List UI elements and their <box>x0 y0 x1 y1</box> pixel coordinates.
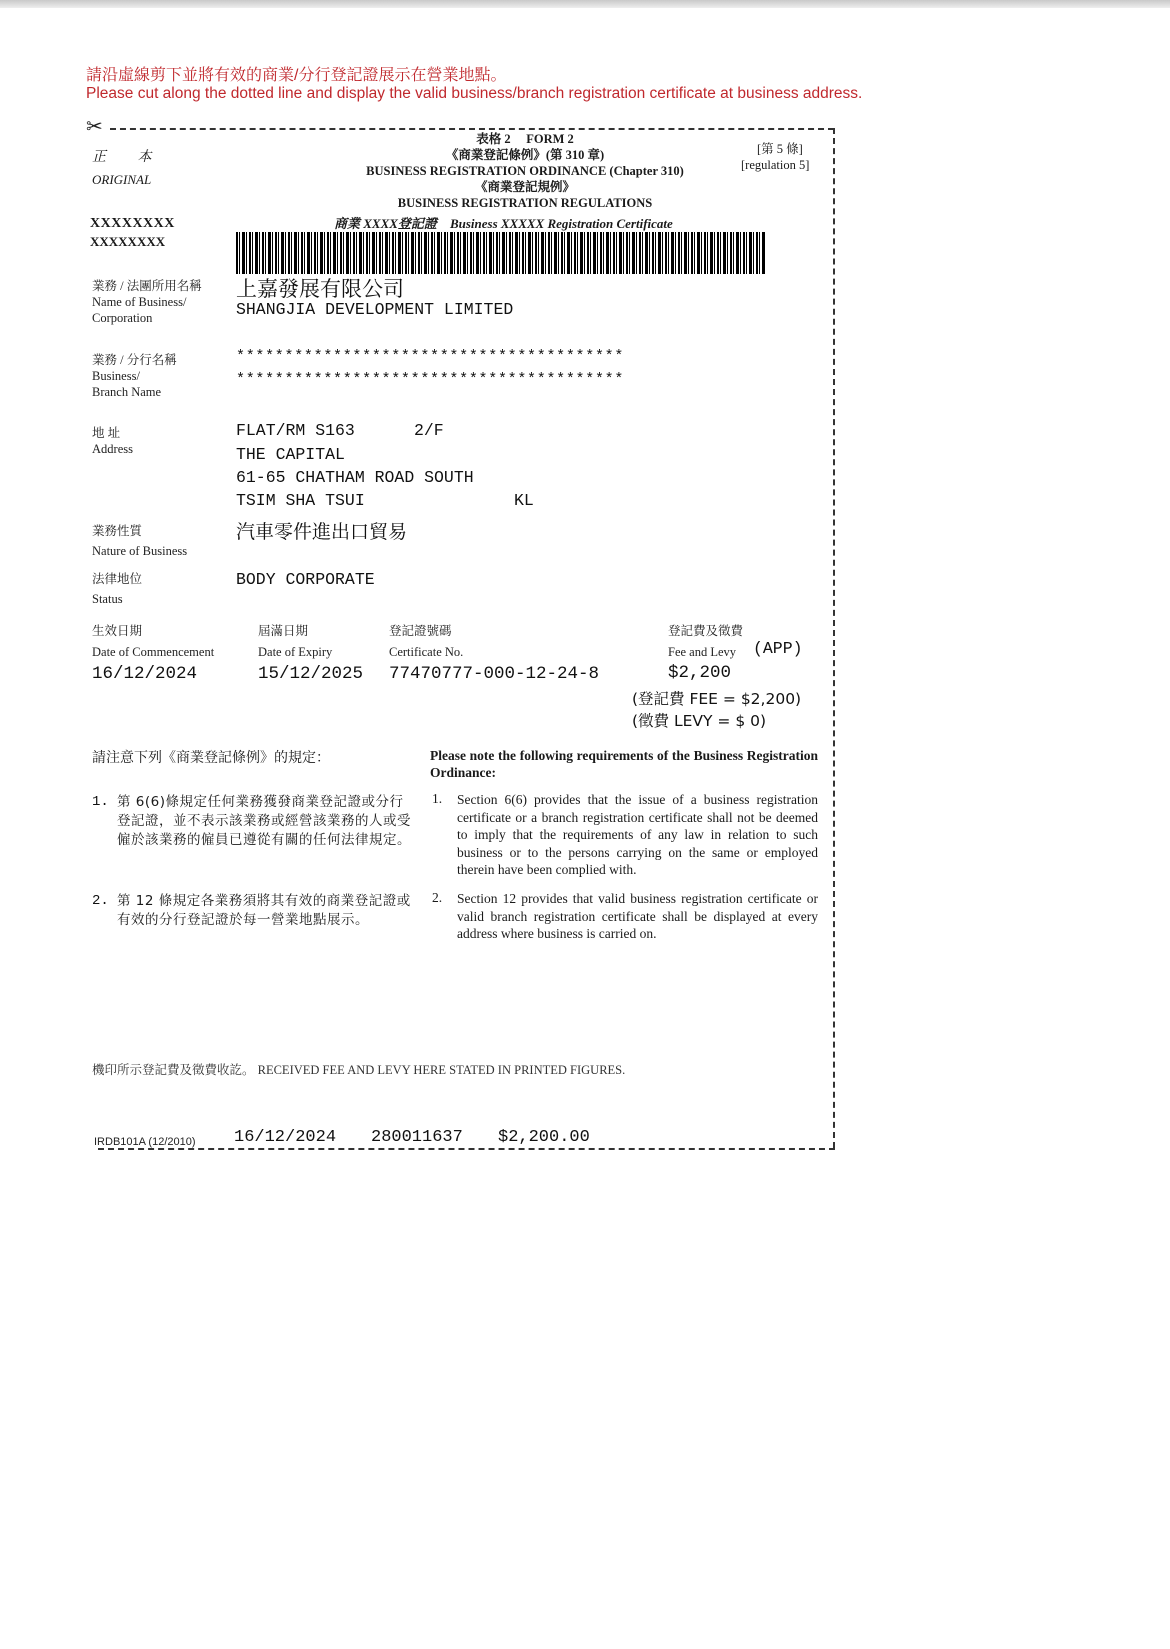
req2-text-en: Section 12 provides that valid business registration certificate or valid branch registration certificate shall be displayed at every address where business is carried on. <box>457 891 818 941</box>
req2-number-zh: 2. <box>92 893 109 909</box>
requirements-heading-en: Please note the following requirements of the Business Registration Ordinance: <box>430 748 818 780</box>
req1-number-zh: 1. <box>92 794 109 810</box>
expiry-label-zh: 屆滿日期 <box>258 624 309 638</box>
certificate-title <box>334 213 673 232</box>
req1-number-en: 1. <box>432 791 443 806</box>
form-number-en: FORM 2 <box>526 132 574 146</box>
certificate-number: 77470777-000-12-24-8 <box>389 664 600 684</box>
certificate-title-zh: 商業 XXXX登記證 <box>334 216 437 231</box>
address-floor: 2/F <box>414 421 444 440</box>
branch-name-line1: **************************************** <box>236 348 625 365</box>
cut-line-top <box>110 128 834 130</box>
nature-of-business: 汽車零件進出口貿易 <box>236 521 408 543</box>
branch-name-line2: **************************************** <box>236 371 625 388</box>
address-region: KL <box>514 491 534 510</box>
expiry-date: 15/12/2025 <box>258 664 364 684</box>
fee-breakdown: (登記費 FEE = $2,200) <box>632 690 802 708</box>
barcode <box>236 232 766 274</box>
status-label-en: Status <box>92 592 123 606</box>
address-line2: THE CAPITAL <box>236 445 345 464</box>
commence-label-en: Date of Commencement <box>92 645 215 659</box>
form-code: IRDB101A (12/2010) <box>94 1136 196 1148</box>
form-header <box>320 131 730 211</box>
expiry-label-en: Date of Expiry <box>258 645 333 659</box>
receipt-amount: $2,200.00 <box>498 1128 590 1147</box>
receipt-date: 16/12/2024 <box>234 1128 337 1147</box>
fee-label-zh: 登記費及徵費 <box>668 624 744 638</box>
name-label-en2: Corporation <box>92 311 153 325</box>
page-top-shadow <box>0 0 1170 8</box>
name-label-en1: Name of Business/ <box>92 295 187 309</box>
req2-number-en: 2. <box>432 890 443 905</box>
original-zh: 正 本 <box>92 150 166 165</box>
fee-label-en: Fee and Levy <box>668 645 737 659</box>
certificate-title-en: Business XXXXX Registration Certificate <box>449 216 673 231</box>
req1-text-zh: 第 6(6)條規定任何業務獲發商業登記證或分行登記證，並不表示該業務或經營該業務的人或受僱於該業務的僱員已遵從有關的任何法律規定。 <box>117 794 411 848</box>
fee-amount: $2,200 <box>668 663 732 683</box>
address-label-zh: 地 址 <box>92 426 121 440</box>
address-label-en: Address <box>92 442 133 456</box>
business-name-zh: 上嘉發展有限公司 <box>236 277 404 301</box>
name-label-zh: 業務 / 法團所用名稱 <box>92 279 202 293</box>
form-number-zh: 表格 2 <box>476 132 511 146</box>
regulations-zh: 《商業登記規例》 <box>474 180 575 194</box>
regulations-en: BUSINESS REGISTRATION REGULATIONS <box>397 196 653 210</box>
requirements-heading-zh: 請注意下列《商業登記條例》的規定： <box>92 750 330 766</box>
branch-label-en1: Business/ <box>92 369 140 383</box>
regulation-ref-en: [regulation 5] <box>741 158 810 172</box>
cert-label-zh: 登記證號碼 <box>389 624 452 638</box>
levy-breakdown: (徵費 LEVY = $ 0) <box>632 712 767 730</box>
scissors-icon: ✂ <box>86 116 103 138</box>
received-fee-statement: 機印所示登記費及徵費收訖。 RECEIVED FEE AND LEVY HERE STATED IN PRINTED FIGURES. <box>92 1063 626 1077</box>
business-name-en: SHANGJIA DEVELOPMENT LIMITED <box>236 300 514 319</box>
req2-text-zh: 第 12 條規定各業務須將其有效的商業登記證或有效的分行登記證於每一營業地點展示。 <box>117 893 411 928</box>
original-en: ORIGINAL <box>92 172 152 187</box>
commence-date: 16/12/2024 <box>92 664 198 684</box>
regulation-ref-zh: [第 5 條] <box>757 142 803 156</box>
status-value: BODY CORPORATE <box>236 570 375 589</box>
address-line1: FLAT/RM S163 <box>236 421 355 440</box>
nature-label-zh: 業務性質 <box>92 524 143 538</box>
address-line3: 61-65 CHATHAM ROAD SOUTH <box>236 468 474 487</box>
status-label-zh: 法律地位 <box>92 572 143 586</box>
cut-line-right <box>833 128 835 1148</box>
branch-label-zh: 業務 / 分行名稱 <box>92 353 177 367</box>
redacted-mark-1: XXXXXXXX <box>90 216 175 231</box>
fee-app: (APP) <box>753 639 803 658</box>
ordinance-zh: 《商業登記條例》(第 310 章) <box>445 148 605 162</box>
receipt-number: 280011637 <box>371 1128 463 1147</box>
branch-label-en2: Branch Name <box>92 385 162 399</box>
ordinance-en: BUSINESS REGISTRATION ORDINANCE (Chapter 310) <box>366 164 684 178</box>
cut-notice-en: Please cut along the dotted line and display the valid business/branch registration certificate at business address. <box>86 85 863 102</box>
cut-notice-zh: 請沿虛線剪下並將有效的商業/分行登記證展示在營業地點。 <box>86 67 507 84</box>
cert-label-en: Certificate No. <box>389 645 464 659</box>
req1-text-en: Section 6(6) provides that the issue of a business registration certificate or a branch registration certificate shall not be deemed to imply that the requirements of any law in relation to such business or to the persons carrying on the same or employed therein have been complied with. <box>457 792 818 877</box>
nature-label-en: Nature of Business <box>92 544 188 558</box>
commence-label-zh: 生效日期 <box>92 624 143 638</box>
cut-line-bottom <box>98 1148 835 1150</box>
address-line4: TSIM SHA TSUI <box>236 491 365 510</box>
redacted-mark-2: XXXXXXXX <box>90 234 166 249</box>
form-number <box>320 131 730 147</box>
